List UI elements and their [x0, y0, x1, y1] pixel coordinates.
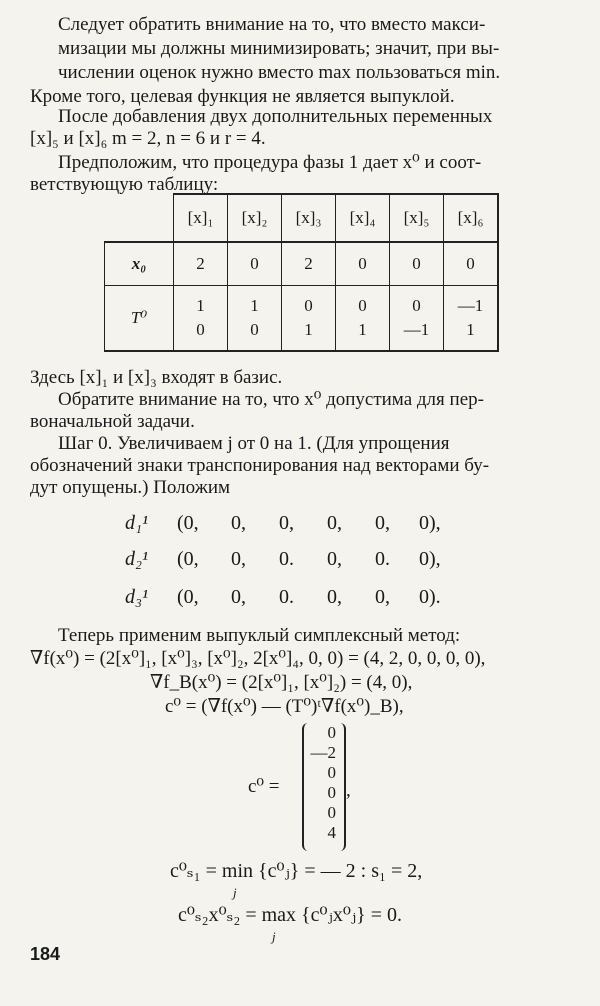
table-cell [390, 286, 444, 352]
d-value: 0. [279, 548, 294, 570]
d-value: 0), [419, 548, 441, 570]
cell-value: —1 [403, 320, 430, 339]
text-line: Следует обратить внимание на то, что вместо макси- [58, 14, 486, 35]
text-line: Шаг 0. Увеличиваем j от 0 на 1. (Для упрощения [58, 433, 450, 454]
d-value: 0, [327, 548, 342, 570]
cell-value: 0 [250, 320, 259, 339]
d-value: 0, [375, 586, 390, 608]
equation-grad-fb: ∇f_B(x⁰) = (2[x⁰]₁, [x⁰]₂) = (4, 0), [150, 672, 413, 693]
table-cell: 2 [174, 242, 228, 286]
table-cell [336, 286, 390, 352]
equation-c0-def: c⁰ = (∇f(x⁰) — (T⁰)ᵗ∇f(x⁰)_B), [165, 696, 404, 717]
cell-value: 1 [358, 320, 367, 339]
text-line: воначальной задачи. [30, 411, 195, 432]
text-line: ветствующую таблицу: [30, 174, 219, 195]
d-value: 0, [327, 512, 342, 534]
table-cell: 0 [390, 242, 444, 286]
d-value: (0, [177, 548, 199, 570]
d-label: d₂¹ [125, 548, 148, 570]
text-line: Предположим, что процедура фазы 1 дает x⁰ и соот- [58, 152, 482, 173]
text-line: обозначений знаки транспонирования над векторами бу- [30, 455, 490, 476]
c0-label: c⁰ = [248, 776, 280, 797]
tableau [104, 193, 499, 352]
cell-value: 1 [304, 320, 313, 339]
d-value: 0. [279, 586, 294, 608]
d-value: 0, [279, 512, 294, 534]
table-row-t0 [105, 286, 499, 352]
max-subscript: j [272, 929, 276, 944]
d-value: 0), [419, 512, 441, 534]
d-value: (0, [177, 586, 199, 608]
text-line: мизации мы должны минимизировать; значит, при вы- [58, 38, 500, 59]
table-cell: 2 [282, 242, 336, 286]
equation-grad-f: ∇f(x⁰) = (2[x⁰]₁, [x⁰]₃, [x⁰]₂, 2[x⁰]₄, 0, 0) = (4, 2, 0, 0, 0, 0), [30, 648, 486, 669]
table-header: [x]₆ [444, 194, 499, 242]
table-cell: 0 [336, 242, 390, 286]
min-subscript: j [233, 885, 237, 900]
c0-comma: , [346, 780, 351, 801]
page-number: 184 [30, 944, 61, 964]
d-value: 0, [327, 586, 342, 608]
text-line: дут опущены.) Положим [30, 477, 231, 498]
table-header: [x]₅ [390, 194, 444, 242]
vector-entry: 4 [327, 823, 336, 842]
table-cell [228, 286, 282, 352]
table-cell: 0 [444, 242, 499, 286]
equation-cs1: c⁰ₛ₁ = min {c⁰ⱼ} = — 2 : s₁ = 2, [170, 860, 423, 882]
cell-value: 0 [304, 296, 313, 315]
table-header: [x]₃ [282, 194, 336, 242]
row-label: T⁰ [105, 286, 174, 352]
text-line: Обратите внимание на то, что x⁰ допустима для пер- [58, 389, 484, 410]
d-value: 0. [375, 548, 390, 570]
d-label: d₃¹ [125, 586, 148, 608]
table-row-x0 [105, 242, 499, 286]
c0-vector [302, 723, 346, 851]
text-line: Теперь применим выпуклый симплексный метод: [58, 625, 461, 646]
table-header: [x]₁ [174, 194, 228, 242]
text-line: [x]₅ и [x]₆ m = 2, n = 6 и r = 4. [30, 128, 266, 149]
d-value: 0, [375, 512, 390, 534]
table-cell: 0 [228, 242, 282, 286]
d-value: 0, [231, 548, 246, 570]
vector-entry: 0 [327, 783, 336, 802]
vector-entry: —2 [310, 743, 336, 762]
d-value: 0, [231, 512, 246, 534]
text-line: числении оценок нужно вместо max пользоваться min. [58, 62, 501, 83]
cell-value: —1 [457, 296, 484, 315]
d-value: (0, [177, 512, 199, 534]
table-cell [444, 286, 499, 352]
text-line: Кроме того, целевая функция не является выпуклой. [30, 86, 455, 107]
d-value: 0, [231, 586, 246, 608]
cell-value: 1 [250, 296, 259, 315]
cell-value: 1 [196, 296, 205, 315]
d-label: d₁¹ [125, 512, 148, 534]
cell-value: 0 [196, 320, 205, 339]
row-label: x₀ [105, 242, 174, 286]
cell-value: 0 [358, 296, 367, 315]
vector-entry: 0 [327, 723, 336, 742]
text-line: После добавления двух дополнительных переменных [58, 106, 493, 127]
vector-entry: 0 [327, 763, 336, 782]
table-cell [174, 286, 228, 352]
table-header: [x]₄ [336, 194, 390, 242]
cell-value: 0 [412, 296, 421, 315]
table-cell [282, 286, 336, 352]
cell-value: 1 [466, 320, 475, 339]
table-header-row [105, 194, 499, 242]
text-line: Здесь [x]₁ и [x]₃ входят в базис. [30, 367, 283, 388]
table-header: [x]₂ [228, 194, 282, 242]
table-corner [105, 194, 174, 242]
vector-entry: 0 [327, 803, 336, 822]
equation-cs2: c⁰ₛ₂x⁰ₛ₂ = max {c⁰ⱼx⁰ⱼ} = 0. [178, 904, 403, 926]
d-value: 0). [419, 586, 441, 608]
